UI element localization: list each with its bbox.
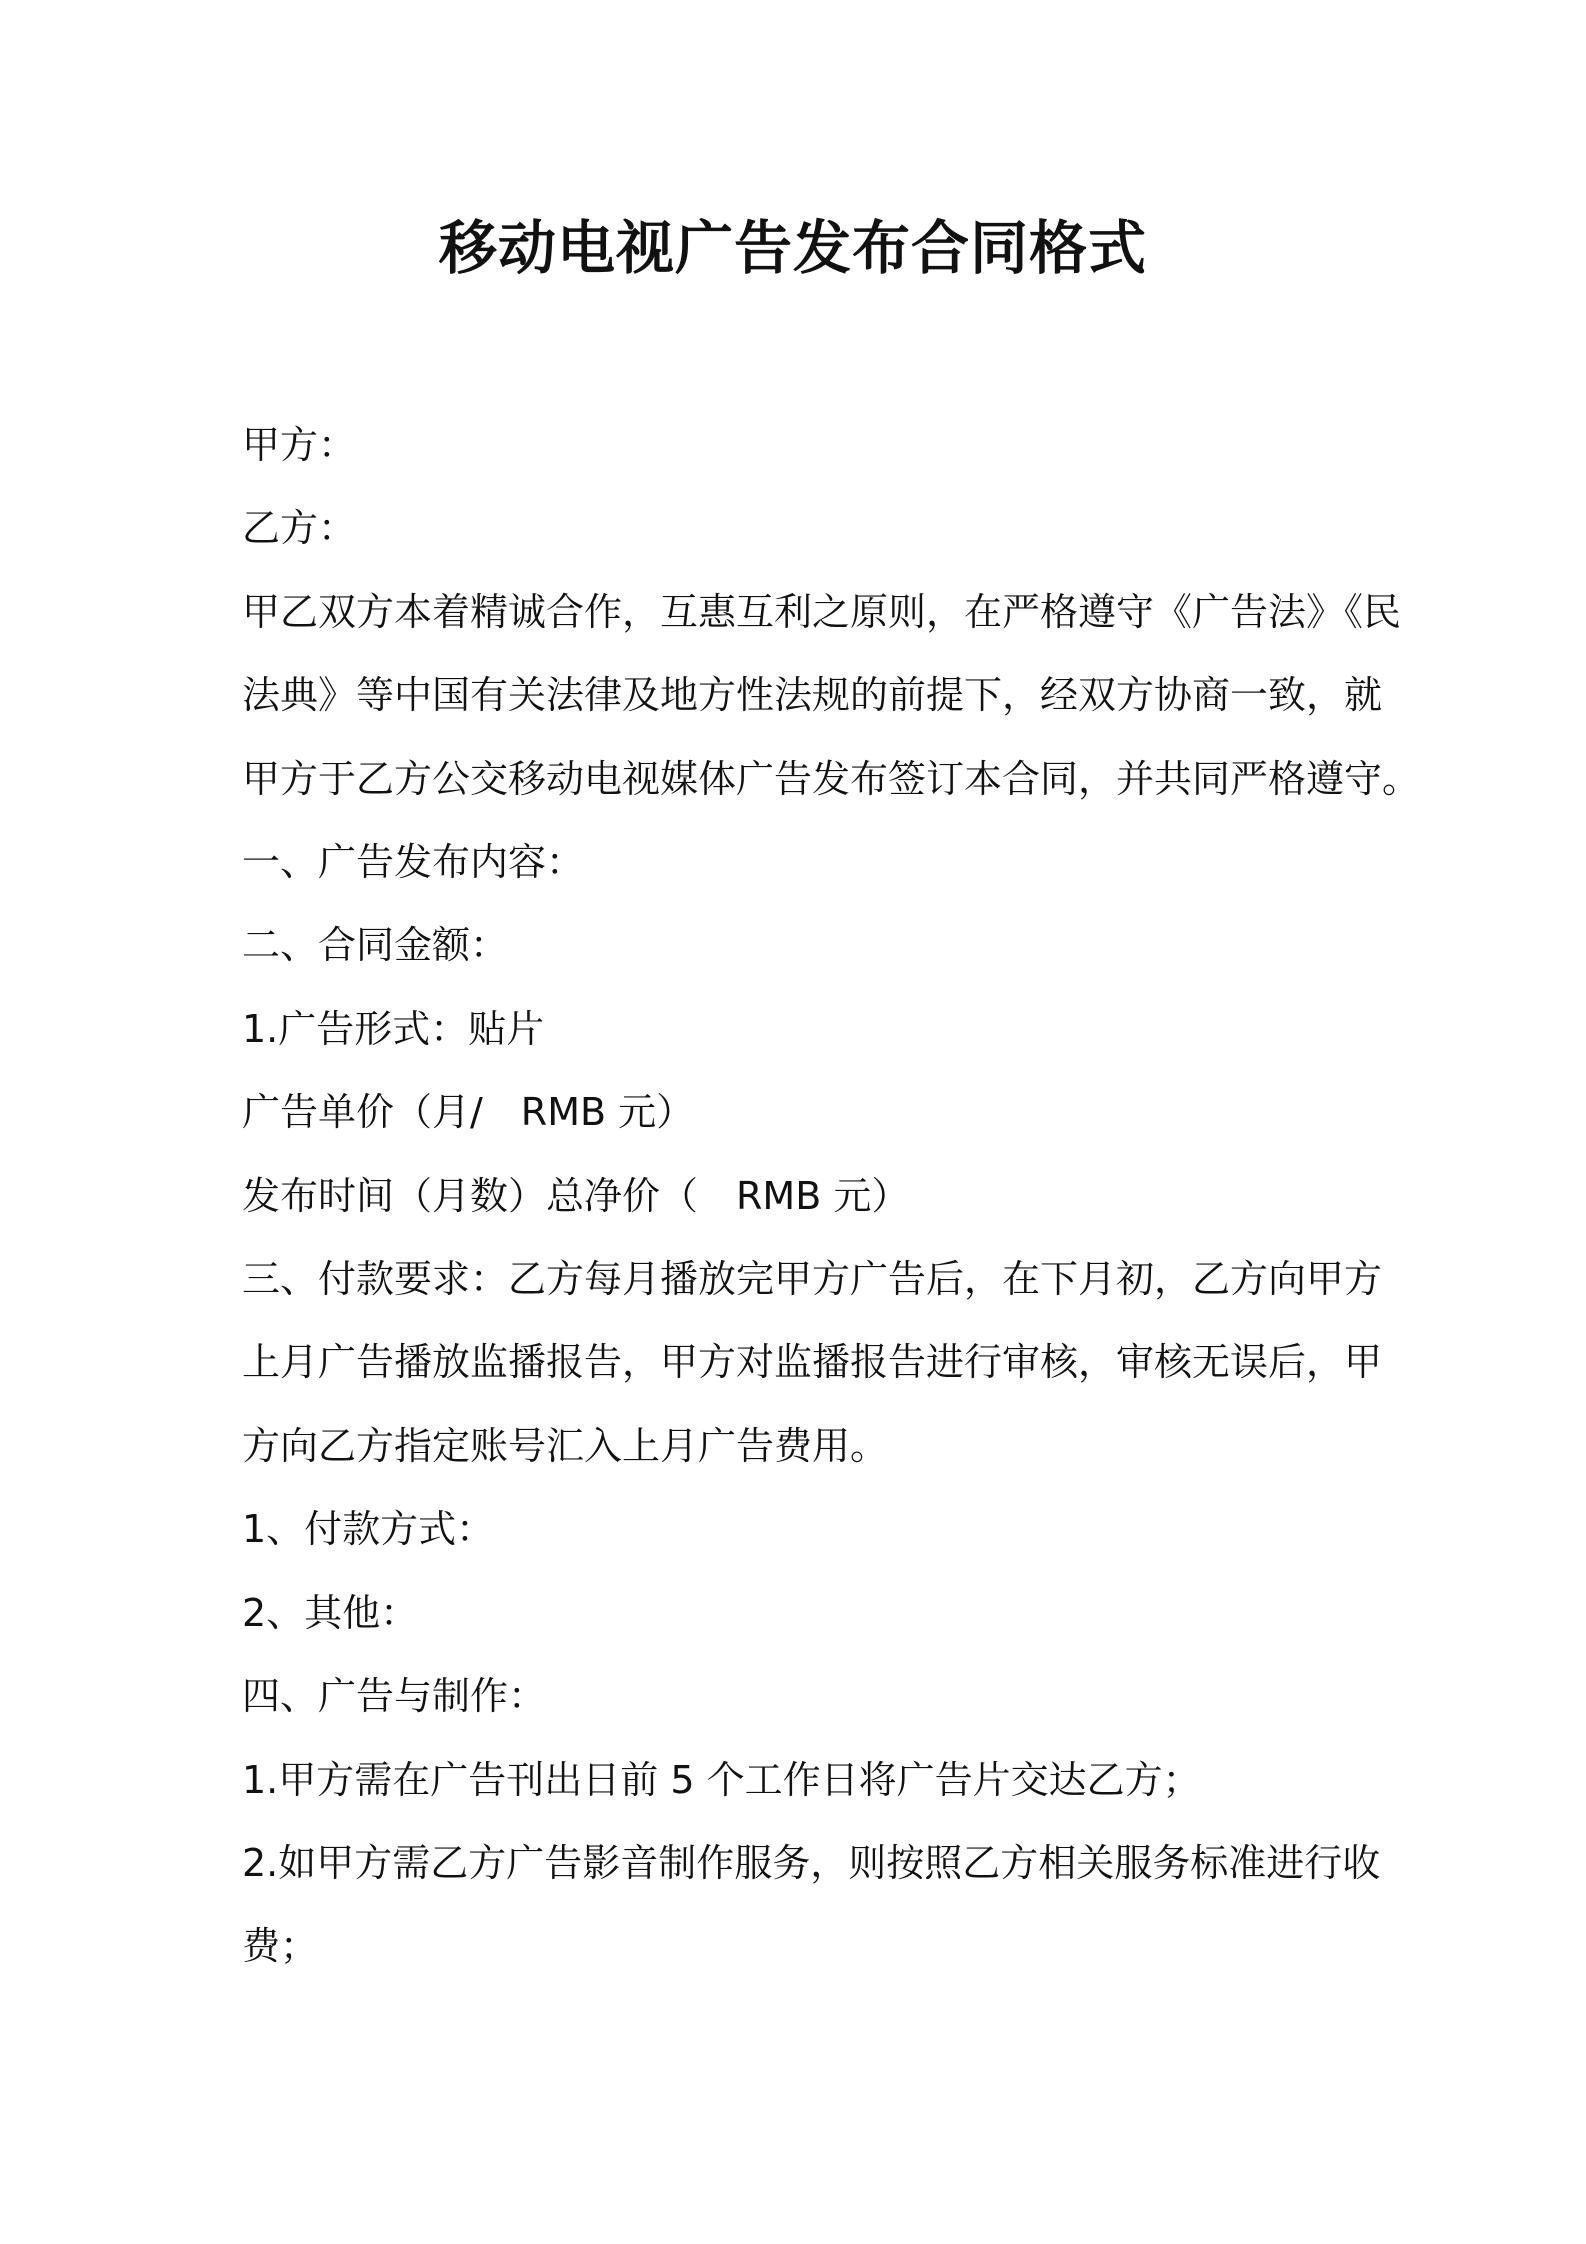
section-3-line-1: 三、付款要求：乙方每月播放完甲方广告后，在下月初，乙方向甲方 [242,1257,1383,1302]
other-line: 2、其他： [242,1590,419,1635]
document-body [242,404,1421,1989]
preamble-line-1: 甲乙双方本着精诚合作，互惠互利之原则，在严格遵守《广告法》《民 [242,589,1402,634]
party-a-line: 甲方： [242,423,357,467]
section-4-heading: 四、广告与制作： [242,1674,547,1719]
unit-price-line: 广告单价（月/ RMB 元） [242,1090,695,1135]
document-title: 移动电视广告发布合同格式 [438,214,1147,282]
preamble-line-2: 法典》等中国有关法律及地方性法规的前提下，经双方协商一致，就 [242,673,1383,718]
production-item-2-line-2: 费； [242,1924,319,1969]
production-item-1: 1.甲方需在广告刊出日前 5 个工作日将广告片交达乙方； [242,1757,1201,1802]
payment-method-line: 1、付款方式： [242,1507,495,1552]
production-item-2-line-1: 2.如甲方需乙方广告影音制作服务，则按照乙方相关服务标准进行收 [242,1840,1381,1885]
section-2-heading: 二、合同金额： [242,923,509,968]
section-3-line-3: 方向乙方指定账号汇入上月广告费用。 [242,1423,889,1468]
preamble-line-3: 甲方于乙方公交移动电视媒体广告发布签订本合同，并共同严格遵守。 [242,756,1421,801]
party-b-line: 乙方： [242,506,357,551]
section-1-heading: 一、广告发布内容： [242,840,585,885]
ad-form-line: 1.广告形式：贴片 [242,1006,545,1051]
section-3-line-2: 上月广告播放监播报告，甲方对监播报告进行审核，审核无误后，甲 [242,1340,1383,1385]
total-price-line: 发布时间（月数）总净价（ RMB 元） [242,1173,910,1218]
